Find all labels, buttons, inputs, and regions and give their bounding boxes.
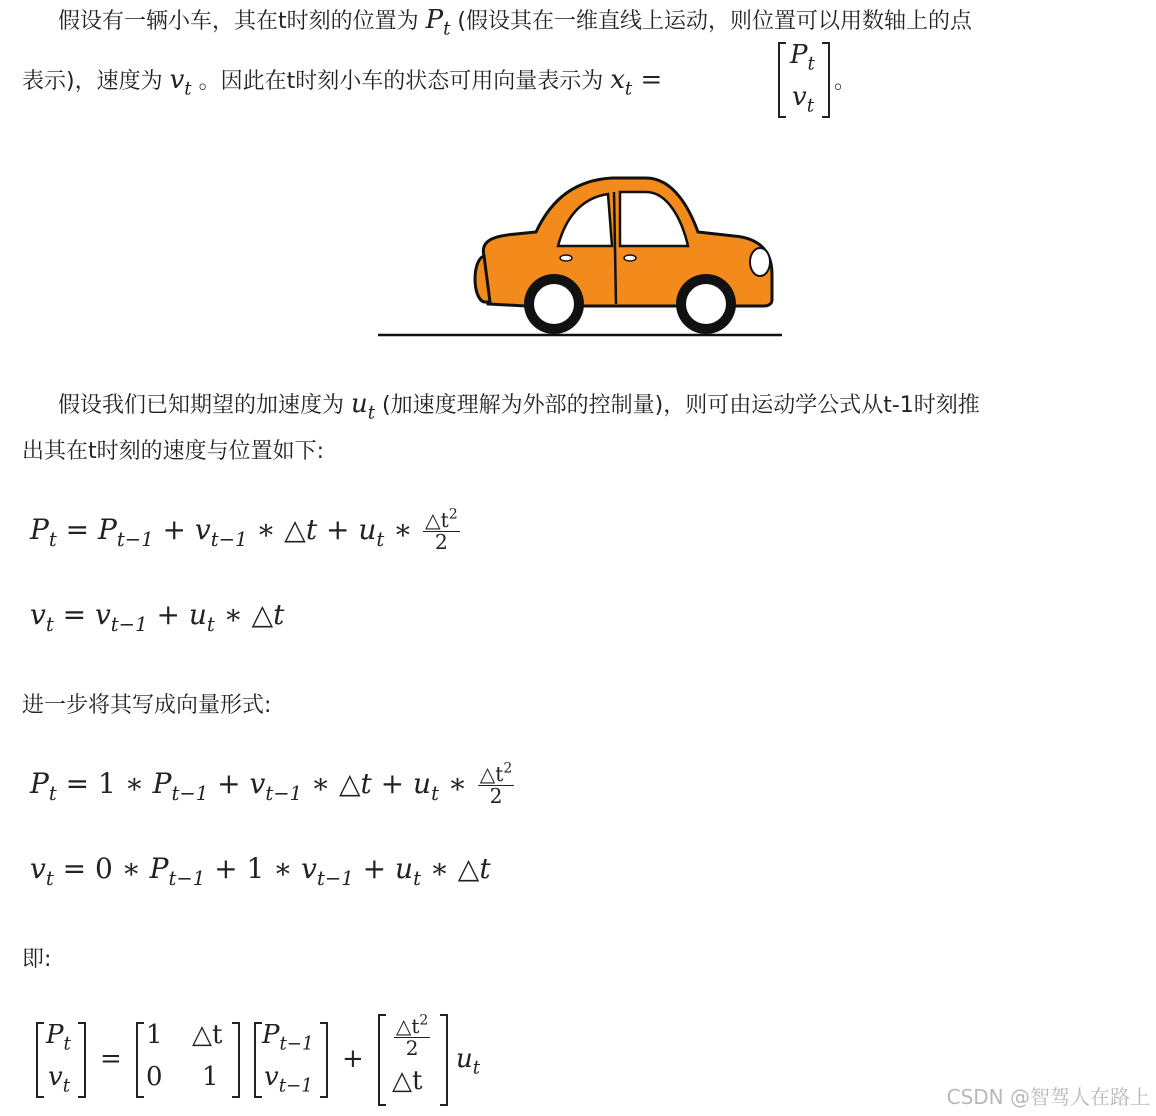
- intro-line-1: [58, 4, 973, 40]
- accel-text-b: (加速度理解为外部的控制量)，则可由运动学公式从t-1时刻推: [375, 393, 980, 418]
- state-symbol: $x_t$: [610, 65, 633, 100]
- control-vector-bottom: △t: [392, 1066, 423, 1096]
- state-vector: [778, 42, 830, 118]
- matrix-a21: 0: [146, 1062, 163, 1092]
- transition-matrix: [136, 1022, 240, 1098]
- matrix-equals: =: [100, 1044, 122, 1074]
- lhs-vector: $P_t$ $v_t$: [36, 1022, 86, 1098]
- intro-text-d: 。因此在t时刻小车的状态可用向量表示为: [191, 69, 611, 94]
- intro-line-2: [22, 64, 663, 100]
- state-vector-velocity: $v_t$: [792, 82, 815, 117]
- position-symbol: $P_t$: [425, 5, 451, 40]
- matrix-a22: 1: [202, 1062, 219, 1092]
- accel-symbol: $u_t$: [351, 389, 376, 424]
- intro-text-a: 假设有一辆小车，其在t时刻的位置为: [58, 9, 426, 34]
- velocity-symbol: $v_t$: [169, 65, 192, 100]
- prev-state-vector: $P_{t-1}$ $v_{t-1}$: [254, 1022, 328, 1098]
- equals-sign: =: [632, 65, 663, 95]
- control-input-symbol: $u_t$: [456, 1044, 481, 1079]
- intro-text-c: 表示)，速度为: [22, 69, 170, 94]
- accel-line-1: [58, 388, 980, 424]
- equation-position-vector-form: $P_t = 1$ ∗ $P_{t-1} + v_{t-1}$ ∗ △t + $u_t$ ∗ $\frac{\triangle t^2}{2}$: [30, 760, 513, 809]
- intro-text-b: (假设其在一维直线上运动，则位置可以用数轴上的点: [450, 9, 973, 34]
- ji-label: 即:: [22, 947, 52, 972]
- car-illustration: [376, 170, 786, 344]
- accel-line-2: 出其在t时刻的速度与位置如下:: [22, 439, 325, 464]
- matrix-a12: △t: [192, 1020, 223, 1050]
- intro-end-mark: 。: [834, 69, 857, 94]
- matrix-a11: 1: [146, 1020, 163, 1050]
- control-vector: $\frac{\triangle t^2}{2}$ △t: [378, 1014, 448, 1106]
- matrix-plus: +: [342, 1044, 364, 1074]
- watermark: CSDN @智驾人在路上: [946, 1085, 1150, 1109]
- vector-form-label: 进一步将其写成向量形式:: [22, 693, 272, 718]
- state-vector-position: $P_t$: [790, 40, 815, 75]
- eq1-fraction: $\frac{\triangle t^2}{2}$: [425, 506, 458, 555]
- equation-position: $P_t = P_{t-1} + v_{t-1}$ ∗ △t + $u_t$ ∗ $\frac{\triangle t^2}{2}$: [30, 506, 458, 555]
- equation-velocity-vector-form: $v_t = 0$ ∗ $P_{t-1} + 1$ ∗ $v_{t-1} + u_t$ ∗ △t: [30, 852, 491, 890]
- accel-text-a: 假设我们已知期望的加速度为: [58, 393, 351, 418]
- equation-velocity: $v_t = v_{t-1} + u_t$ ∗ △t: [30, 598, 285, 636]
